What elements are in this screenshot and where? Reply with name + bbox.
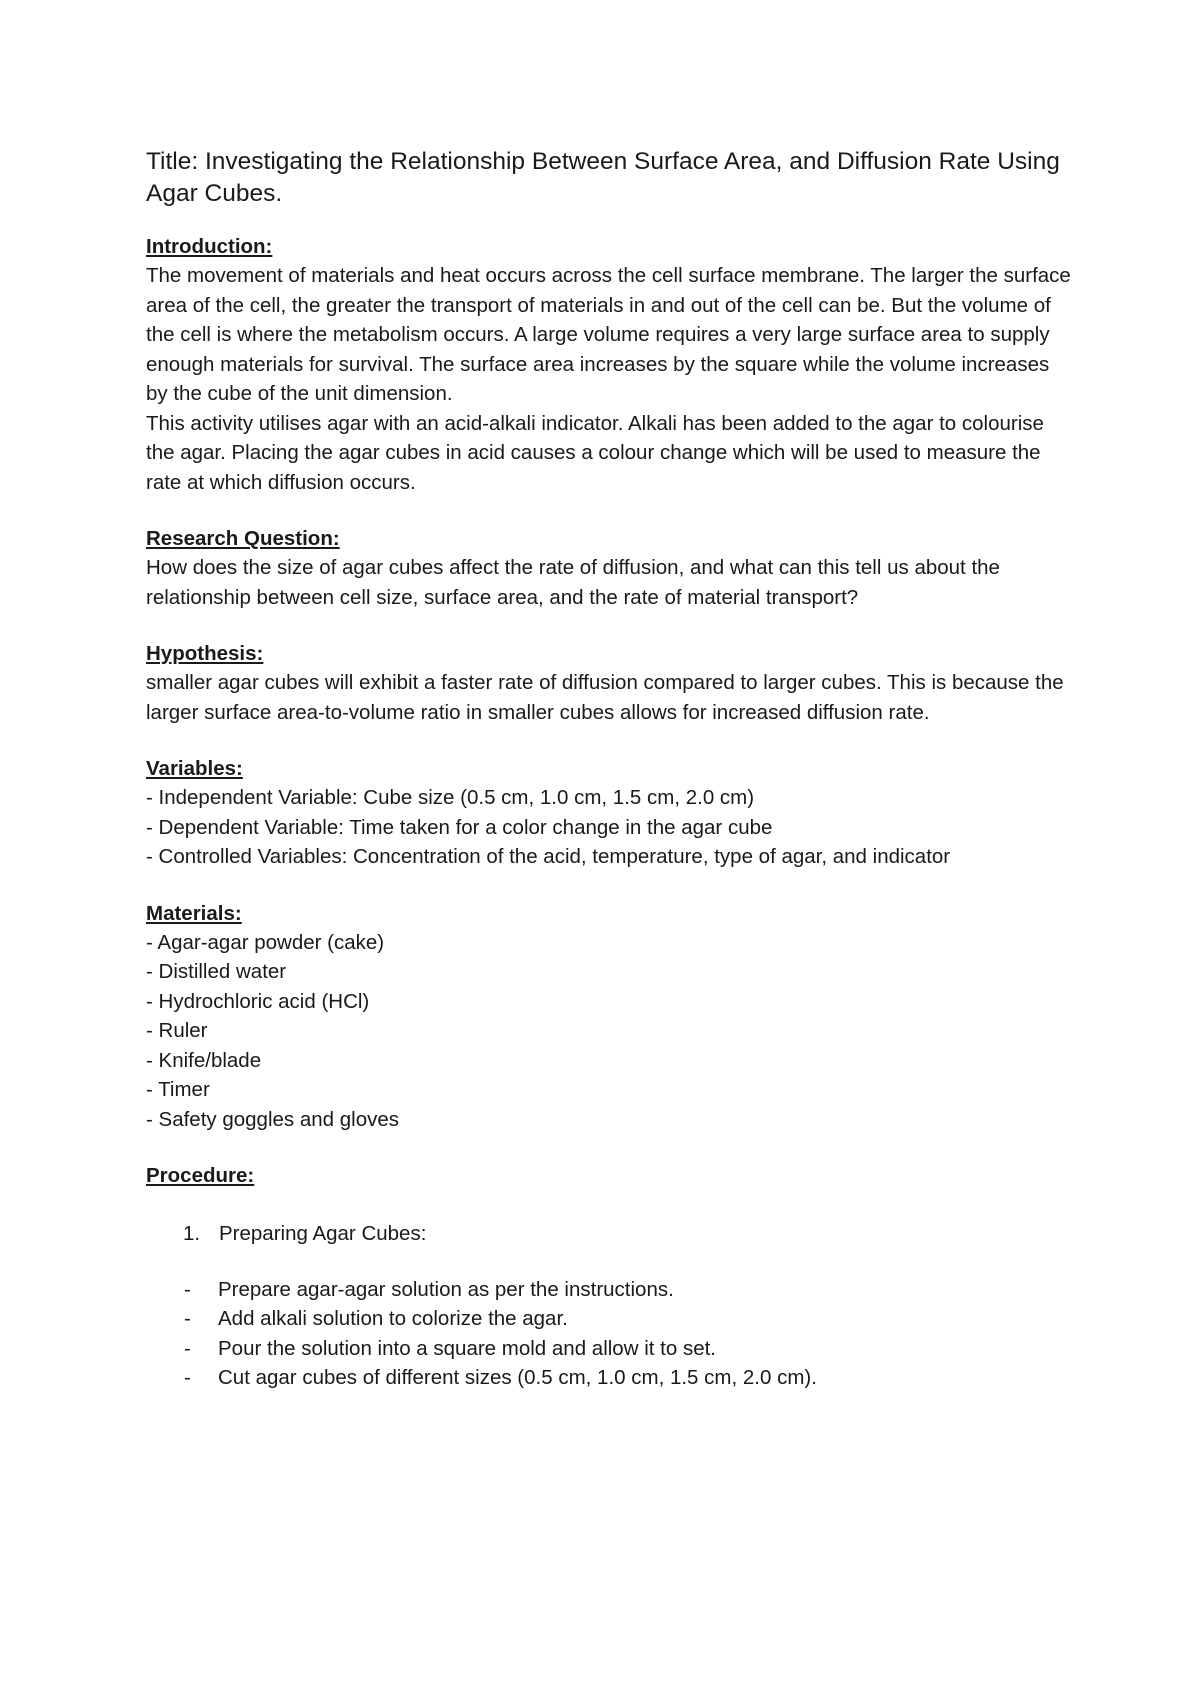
list-item: - Controlled Variables: Concentration of the acid, temperature, type of agar, and indicator — [146, 845, 951, 868]
hypothesis-heading: Hypothesis: — [146, 642, 264, 665]
list-item: - Safety goggles and gloves — [146, 1107, 399, 1131]
introduction-paragraph-2: This activity utilises agar with an acid-alkali indicator. Alkali has been added to the agar to colourise the agar. Placing the agar cubes in acid causes a colour change which will be used to measure the rate at which diffusion occurs. — [146, 411, 1044, 494]
dash-bullet: - — [184, 1336, 191, 1360]
list-item-text: Add alkali solution to colorize the agar. — [218, 1307, 568, 1330]
list-item: - Independent Variable: Cube size (0.5 cm, 1.0 cm, 1.5 cm, 2.0 cm) — [146, 786, 755, 809]
introduction-paragraph-1: The movement of materials and heat occurs across the cell surface membrane. The larger the surface area of the cell, the greater the transport of materials in and out of the cell can be. But the volume of the cell is where the metabolism occurs. A large volume requires a very large surface area to supply enough materials for survival. The surface area increases by the square while the volume increases by the cube of the unit dimension. — [146, 264, 1071, 405]
step-number: 1. — [183, 1222, 201, 1245]
list-item-text: Prepare agar-agar solution as per the instructions. — [218, 1277, 674, 1301]
research-question-text: How does the size of agar cubes affect the rate of diffusion, and what can this tell us about the relationship between cell size, surface area, and the rate of material transport? — [146, 556, 1000, 609]
document-page — [146, 146, 1076, 1393]
materials-heading: Materials: — [146, 901, 242, 925]
document-title: Title: Investigating the Relationship Between Surface Area, and Diffusion Rate Using Agar Cubes. — [146, 148, 1060, 207]
list-item — [184, 1275, 1076, 1305]
list-item-text: Pour the solution into a square mold and allow it to set. — [218, 1336, 716, 1360]
procedure-heading: Procedure: — [146, 1164, 255, 1187]
variables-heading: Variables: — [146, 757, 243, 780]
procedure-step — [183, 1219, 1076, 1249]
list-item — [184, 1334, 1076, 1364]
procedure-list — [146, 1275, 1076, 1393]
hypothesis-section — [146, 639, 1076, 727]
introduction-section — [146, 232, 1076, 497]
variables-list — [146, 783, 1076, 872]
list-item-text: Cut agar cubes of different sizes (0.5 cm, 1.0 cm, 1.5 cm, 2.0 cm). — [218, 1366, 817, 1389]
list-item: - Dependent Variable: Time taken for a color change in the agar cube — [146, 815, 773, 839]
list-item: - Agar-agar powder (cake) — [146, 930, 385, 954]
list-item: - Distilled water — [146, 960, 287, 983]
research-question-heading: Research Question: — [146, 527, 340, 550]
hypothesis-text: smaller agar cubes will exhibit a faster rate of diffusion compared to larger cubes. This is because the larger surface area-to-volume ratio in smaller cubes allows for increased diffusion rate. — [146, 671, 1064, 724]
list-item: - Hydrochloric acid (HCl) — [146, 989, 370, 1013]
dash-bullet: - — [184, 1307, 191, 1330]
list-item — [184, 1363, 1076, 1393]
list-item — [184, 1304, 1076, 1334]
dash-bullet: - — [184, 1366, 191, 1389]
procedure-section — [146, 1161, 1076, 1393]
materials-list — [146, 928, 1076, 1135]
list-item: - Knife/blade — [146, 1048, 262, 1072]
step-title: Preparing Agar Cubes: — [219, 1222, 427, 1245]
list-item: - Ruler — [146, 1019, 208, 1042]
introduction-heading: Introduction: — [146, 235, 273, 258]
dash-bullet: - — [184, 1277, 191, 1301]
research-question-section — [146, 524, 1076, 612]
list-item: - Timer — [146, 1078, 210, 1101]
materials-section — [146, 899, 1076, 1135]
variables-section — [146, 754, 1076, 872]
